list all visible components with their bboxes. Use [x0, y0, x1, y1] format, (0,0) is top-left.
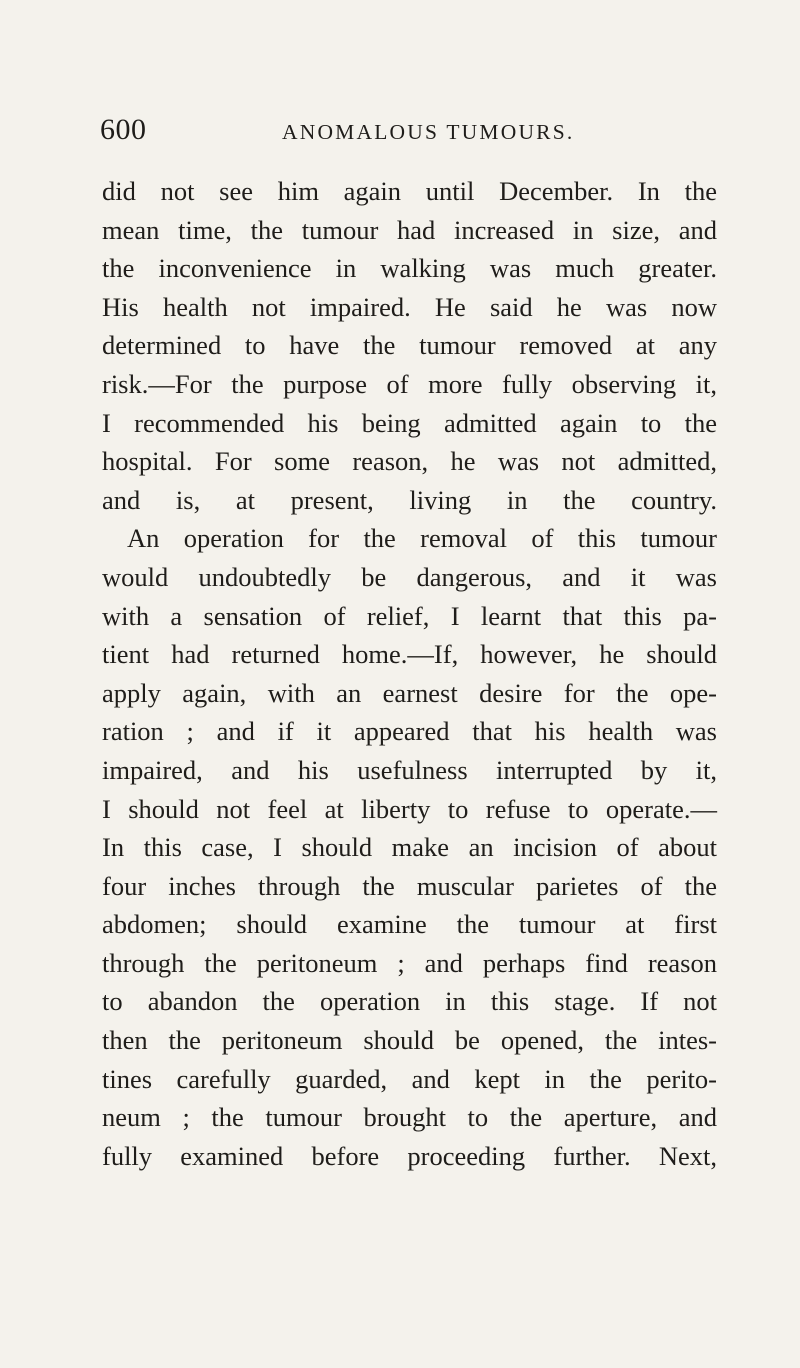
text-line: tient had returned home.—If, however, he should [102, 639, 717, 670]
text-line: the inconvenience in walking was much greater. [102, 253, 717, 284]
text-line: His health not impaired. He said he was now [102, 291, 717, 322]
text-line: with a sensation of relief, I learnt that this pa- [102, 600, 717, 631]
page-number: 600 [100, 113, 147, 146]
page-header [100, 112, 715, 148]
text-line: and is, at present, living in the country. [102, 484, 717, 515]
text-line: In this case, I should make an incision of about [102, 832, 717, 863]
text-line: I recommended his being admitted again to the [102, 407, 717, 438]
text-line: would undoubtedly be dangerous, and it was [102, 561, 717, 592]
text-line: An operation for the removal of this tumour [127, 523, 717, 554]
text-line: apply again, with an earnest desire for the ope- [102, 677, 717, 708]
text-line: abdomen; should examine the tumour at first [102, 909, 717, 940]
text-line: did not see him again until December. In the [102, 176, 717, 206]
text-line: I should not feel at liberty to refuse to operate.— [102, 793, 717, 824]
text-line: ration ; and if it appeared that his health was [102, 716, 717, 747]
text-line: neum ; the tumour brought to the aperture, and [102, 1102, 717, 1133]
text-line: risk.—For the purpose of more fully observing it, [102, 368, 717, 399]
text-line: mean time, the tumour had increased in size, and [102, 214, 717, 245]
text-line: to abandon the operation in this stage. If not [102, 986, 717, 1017]
text-line: through the peritoneum ; and perhaps find reason [102, 947, 717, 978]
text-line: four inches through the muscular parietes of the [102, 870, 717, 901]
text-line: impaired, and his usefulness interrupted by it, [102, 754, 717, 785]
running-head: ANOMALOUS TUMOURS. [282, 120, 575, 144]
text-line: determined to have the tumour removed at any [102, 330, 717, 361]
text-line: fully examined before proceeding further. Next, [102, 1140, 717, 1171]
text-line: tines carefully guarded, and kept in the perito- [102, 1063, 717, 1094]
text-line: then the peritoneum should be opened, the intes- [102, 1025, 717, 1056]
body-text [102, 172, 717, 1175]
text-line: hospital. For some reason, he was not admitted, [102, 446, 717, 477]
